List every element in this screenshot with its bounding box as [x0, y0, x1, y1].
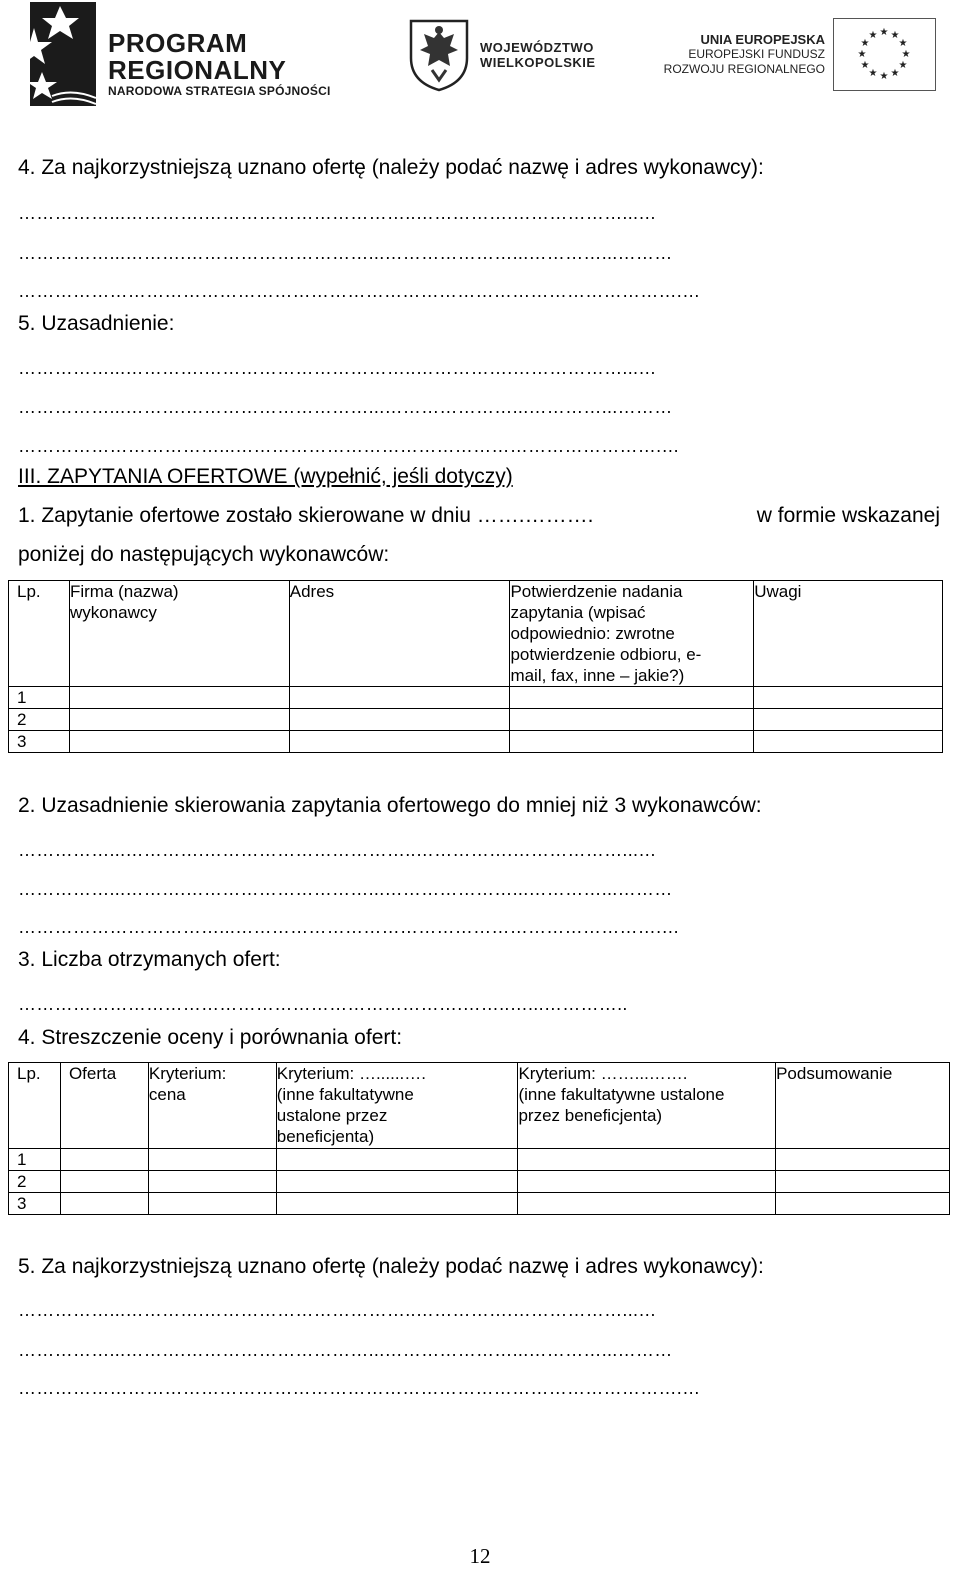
svg-text:★: ★ — [898, 38, 908, 49]
table-cell — [60, 1171, 148, 1193]
voivodeship-name — [480, 40, 596, 70]
column-header-notes: Uwagi — [754, 581, 943, 687]
q2-heading: 2. Uzasadnienie skierowania zapytania ofertowego do mniej niż 3 wykonawców: — [18, 794, 762, 817]
strategy-line: NARODOWA STRATEGIA SPÓJNOŚCI — [108, 84, 331, 98]
page-number: 12 — [469, 1544, 491, 1568]
program-regionalny-logo — [12, 0, 342, 110]
svg-text:★: ★ — [879, 71, 889, 82]
table-cell — [148, 1171, 276, 1193]
table-cell — [518, 1149, 776, 1171]
table-row — [9, 731, 943, 753]
table-cell — [289, 687, 510, 709]
table-cell — [518, 1171, 776, 1193]
svg-text:★: ★ — [860, 60, 870, 71]
table-cell — [276, 1193, 518, 1215]
table-row — [9, 709, 943, 731]
regionalny-word: REGIONALNY — [108, 55, 287, 85]
table-cell — [754, 687, 943, 709]
dotted-line: ……………...………….……………………………..…………….………………...… — [18, 203, 657, 223]
table-cell — [510, 709, 754, 731]
dotted-line: ……………...………….……………………………..…………….………………...… — [18, 840, 657, 860]
q5-heading: 5. Za najkorzystniejszą uznano ofertę (należy podać nazwę i adres wykonawcy): — [18, 1255, 764, 1278]
table-row — [9, 1193, 950, 1215]
dotted-line: ……………...……….…………………………...…………………...…………...……… — [18, 879, 673, 899]
eu-line1: UNIA EUROPEJSKA — [700, 32, 825, 47]
svg-text:★: ★ — [898, 60, 908, 71]
dotted-line: ……………...……….…………………………...…………………...…………...……… — [18, 397, 673, 417]
row-number: 1 — [9, 1149, 61, 1171]
confirm-line5: mail, fax, inne – jakie?) — [510, 666, 685, 685]
table-row — [9, 687, 943, 709]
winning-offer-heading: 4. Za najkorzystniejszą uznano ofertę (należy podać nazwę i adres wykonawcy): — [18, 156, 764, 179]
q3-heading: 3. Liczba otrzymanych ofert: — [18, 948, 281, 971]
confirm-line1: Potwierdzenie nadania — [510, 582, 683, 601]
eu-flag-icon — [833, 18, 936, 91]
table-cell — [776, 1171, 950, 1193]
table-cell — [60, 1193, 148, 1215]
dotted-line: ……………………………...…………………………………………………………….… — [18, 436, 680, 456]
dotted-line: ……………...………….……………………………..…………….………………...… — [18, 1300, 657, 1320]
firm-header-line1: Firma (nazwa) — [69, 582, 179, 601]
voivodeship-line1: WOJEWÓDZTWO — [480, 40, 594, 55]
q1-line1 — [18, 504, 940, 528]
table-cell — [289, 709, 510, 731]
dotted-line: ……………...……….…………………………...…………………...…………...……… — [18, 243, 673, 263]
column-header-firm — [69, 581, 289, 687]
table-header-row — [9, 1063, 950, 1149]
table-cell — [776, 1193, 950, 1215]
table-cell — [60, 1149, 148, 1171]
q1-date-dots: …….………. — [476, 504, 594, 527]
table-cell — [148, 1149, 276, 1171]
row-number: 3 — [9, 731, 70, 753]
row-number: 2 — [9, 1171, 61, 1193]
justification-heading: 5. Uzasadnienie: — [18, 312, 175, 335]
dotted-line: ……………...……….…………………………...…………………...…………...……… — [18, 1340, 673, 1360]
crit2-line4: beneficjenta) — [276, 1127, 375, 1146]
crit1-line1: Kryterium: — [148, 1064, 227, 1083]
crit2-line2: (inne fakultatywne — [276, 1085, 414, 1104]
row-number: 1 — [9, 687, 70, 709]
q1-text-b: w formie wskazanej — [756, 504, 940, 527]
table-cell — [754, 731, 943, 753]
firm-header-line2: wykonawcy — [69, 603, 157, 622]
table-cell — [69, 731, 289, 753]
eu-line2: EUROPEJSKI FUNDUSZ — [688, 47, 825, 61]
svg-text:★: ★ — [879, 27, 889, 38]
table-row — [9, 1149, 950, 1171]
program-word: PROGRAM — [108, 28, 248, 58]
voivodeship-crest-icon — [408, 18, 470, 92]
column-header-criterion-3 — [518, 1063, 776, 1149]
q4-heading: 4. Streszczenie oceny i porównania ofert: — [18, 1026, 403, 1049]
column-header-lp: Lp. — [9, 581, 70, 687]
section-iii-heading: III. ZAPYTANIA OFERTOWE (wypełnić, jeśli dotyczy) — [18, 465, 513, 488]
dotted-line: ……………………………………………………………….……..…...………….. — [18, 994, 628, 1014]
table-cell — [69, 709, 289, 731]
table-cell — [510, 731, 754, 753]
row-number: 2 — [9, 709, 70, 731]
q1-line2: poniżej do następujących wykonawców: — [18, 543, 390, 566]
svg-text:★: ★ — [901, 49, 911, 60]
contractors-table — [8, 580, 943, 753]
crit3-line2: (inne fakultatywne ustalone — [518, 1085, 725, 1104]
row-number: 3 — [9, 1193, 61, 1215]
crit3-line3: przez beneficjenta) — [518, 1106, 663, 1125]
crit2-line3: ustalone przez — [276, 1106, 388, 1125]
svg-text:★: ★ — [890, 30, 900, 41]
confirm-line3: odpowiednio: zwrotne — [510, 624, 675, 643]
dotted-line: ……………………………………………………………………………………………….… — [18, 281, 701, 301]
svg-text:★: ★ — [868, 68, 878, 79]
offers-comparison-table — [8, 1062, 950, 1215]
table-cell — [289, 731, 510, 753]
stars-emblem-icon — [12, 0, 102, 110]
eu-fund-label — [650, 32, 825, 77]
svg-text:★: ★ — [890, 68, 900, 79]
q1-text-a: 1. Zapytanie ofertowe zostało skierowane w dniu — [18, 504, 471, 527]
confirm-line2: zapytania (wpisać — [510, 603, 646, 622]
column-header-offer: Oferta — [60, 1063, 148, 1149]
voivodeship-line2: WIELKOPOLSKIE — [480, 55, 596, 70]
table-cell — [276, 1149, 518, 1171]
svg-text:★: ★ — [868, 30, 878, 41]
column-header-criterion-price — [148, 1063, 276, 1149]
table-cell — [518, 1193, 776, 1215]
column-header-criterion-2 — [276, 1063, 518, 1149]
table-cell — [754, 709, 943, 731]
crit3-line1: Kryterium: ……...……. — [518, 1064, 688, 1083]
svg-text:★: ★ — [860, 38, 870, 49]
table-cell — [276, 1171, 518, 1193]
dotted-line: ……………...………….……………………………..…………….………………...… — [18, 358, 657, 378]
table-row — [9, 1171, 950, 1193]
table-cell — [148, 1193, 276, 1215]
eu-line3: ROZWOJU REGIONALNEGO — [663, 62, 825, 76]
table-cell — [510, 687, 754, 709]
column-header-address: Adres — [289, 581, 510, 687]
column-header-lp: Lp. — [9, 1063, 61, 1149]
column-header-confirmation — [510, 581, 754, 687]
confirm-line4: potwierdzenie odbioru, e- — [510, 645, 702, 664]
dotted-line: ……………………………………………………………………………………………….… — [18, 1378, 701, 1398]
dotted-line: ……………………………...…………………………………………………………….… — [18, 917, 680, 937]
column-header-summary: Podsumowanie — [776, 1063, 950, 1149]
table-cell — [776, 1149, 950, 1171]
svg-text:★: ★ — [857, 49, 867, 60]
table-header-row — [9, 581, 943, 687]
table-cell — [69, 687, 289, 709]
crit2-line1: Kryterium: …......…. — [276, 1064, 427, 1083]
crit1-line2: cena — [148, 1085, 186, 1104]
